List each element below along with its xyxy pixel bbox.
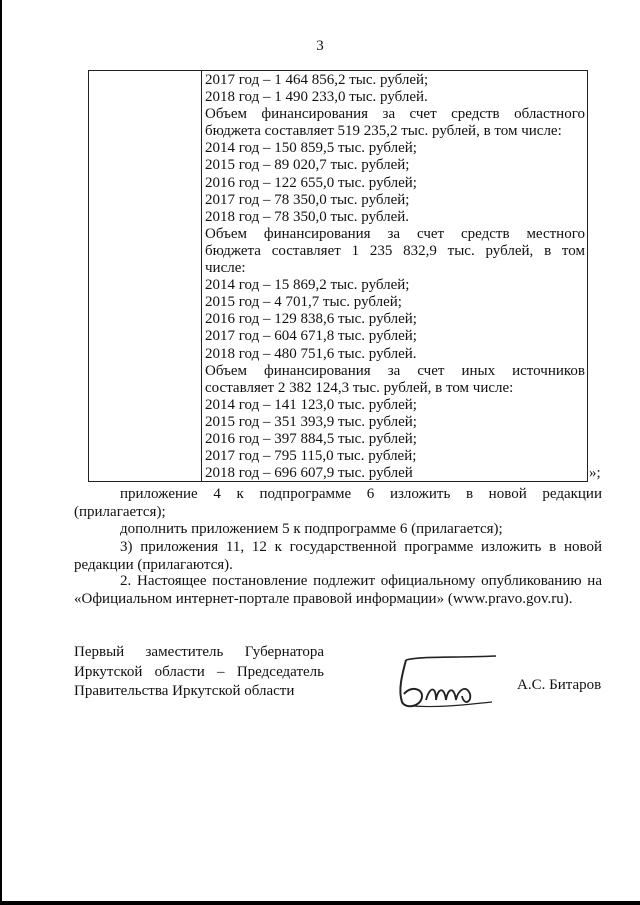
table-line: 2015 год – 4 701,7 тыс. рублей; <box>205 294 402 311</box>
table-line: 2016 год – 129 838,6 тыс. рублей; <box>205 311 417 328</box>
signatory-title-line-1: Первый заместитель Губернатора <box>74 644 324 660</box>
table-line: 2016 год – 397 884,5 тыс. рублей; <box>205 430 417 447</box>
table-line: числе: <box>205 260 246 277</box>
paragraph-appendices-11-12: 3) приложения 11, 12 к государственной программе изложить в новой редакции (прилагаются). <box>74 539 602 573</box>
table-line: 2018 год – 78 350,0 тыс. рублей. <box>205 208 410 225</box>
table-line: 2015 год – 351 393,9 тыс. рублей; <box>205 413 417 430</box>
signatory-title-line-3: Правительства Иркутской области <box>74 683 295 699</box>
signatory-title-line-2: Иркутской области – Председатель <box>74 663 324 680</box>
financing-table <box>88 70 588 482</box>
table-line: 2015 год – 89 020,7 тыс. рублей; <box>205 157 410 174</box>
handwritten-signature <box>392 650 502 712</box>
table-line: 2014 год – 141 123,0 тыс. рублей; <box>205 396 417 413</box>
table-line: бюджета составляет 519 235,2 тыс. рублей, в том числе: <box>205 123 562 140</box>
table-line: составляет 2 382 124,3 тыс. рублей, в том числе: <box>205 379 514 396</box>
page-number: 3 <box>316 38 324 54</box>
table-line: бюджета составляет 1 235 832,9 тыс. рублей, в том <box>205 242 585 259</box>
scan-edge-left <box>0 0 2 905</box>
signatory-name: А.С. Битаров <box>517 677 602 693</box>
table-line: 2018 год – 1 490 233,0 тыс. рублей. <box>205 89 428 106</box>
table-line: 2017 год – 604 671,8 тыс. рублей; <box>205 328 417 345</box>
table-line: Объем финансирования за счет средств местного <box>205 225 585 242</box>
table-column-divider <box>201 71 202 481</box>
table-line: 2014 год – 150 859,5 тыс. рублей; <box>205 140 417 157</box>
table-line: 2017 год – 795 115,0 тыс. рублей; <box>205 448 417 465</box>
table-line: 2017 год – 78 350,0 тыс. рублей; <box>205 191 410 208</box>
table-line: 2014 год – 15 869,2 тыс. рублей; <box>205 277 410 294</box>
table-line: Объем финансирования за счет средств областного <box>205 106 585 123</box>
paragraph-publication: 2. Настоящее постановление подлежит официальному опубликованию на «Официальном интернет-портале правовой информации» (www.pravo.gov.ru). <box>74 573 602 607</box>
table-line: 2017 год – 1 464 856,2 тыс. рублей; <box>205 72 429 88</box>
table-line: 2016 год – 122 655,0 тыс. рублей; <box>205 174 417 191</box>
scan-edge-bottom <box>0 901 640 905</box>
table-line: Объем финансирования за счет иных источников <box>205 362 585 379</box>
paragraph-appendix-5: дополнить приложением 5 к подпрограмме 6 (прилагается); <box>120 521 503 537</box>
paragraph-appendix-4: приложение 4 к подпрограмме 6 изложить в новой редакции (прилагается); <box>74 486 602 520</box>
financing-cell <box>205 72 585 482</box>
table-line: 2018 год – 480 751,6 тыс. рублей. <box>205 345 417 362</box>
signatory-title <box>74 643 324 702</box>
table-line: 2018 год – 696 607,9 тыс. рублей <box>205 465 413 482</box>
closing-quote: »; <box>589 465 601 481</box>
